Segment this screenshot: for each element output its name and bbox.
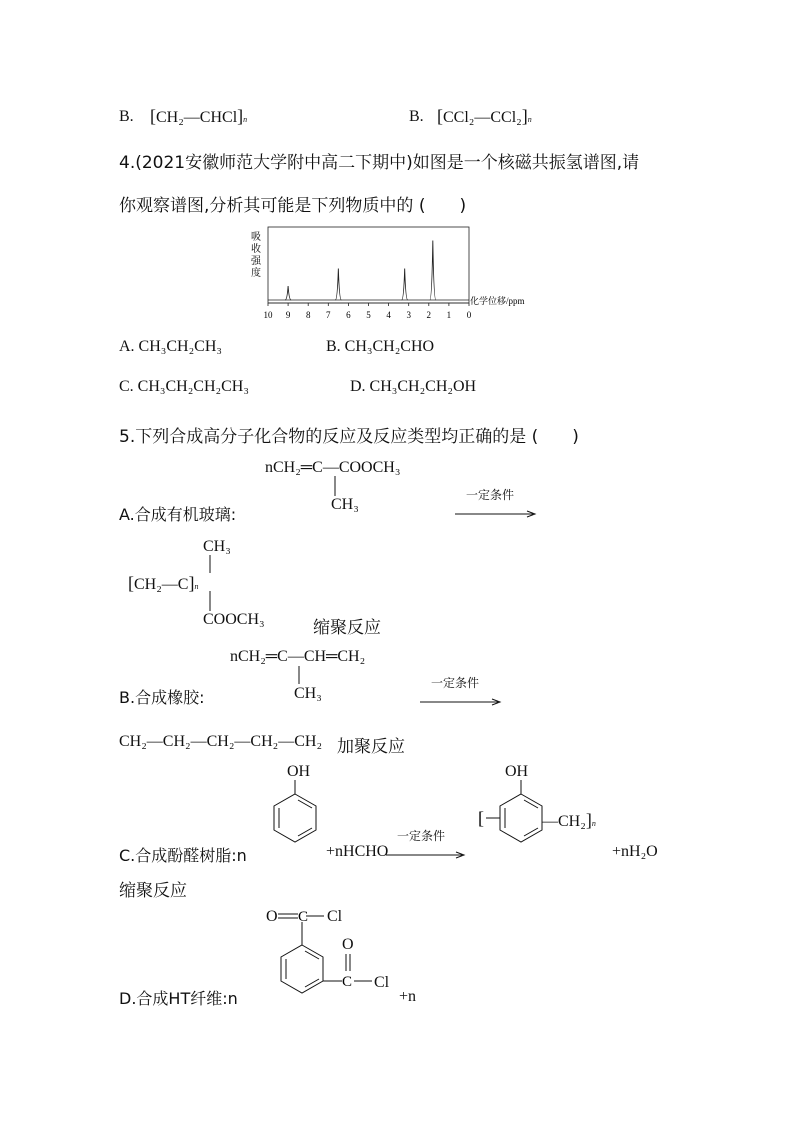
q5a-monomer-bond [330,476,340,496]
q5a-label: A.合成有机玻璃: [119,505,237,524]
q5c-phenol-ring [270,780,320,860]
q5c-reagent: +nHCHO [326,843,389,860]
q5b-monomer-methyl: CH₃ [294,685,322,702]
q5c-label: C.合成酚醛树脂:n [119,846,247,865]
q5a-monomer-main: nCH₂═C—COOCH₃ [265,459,401,476]
q4-option-d: D. CH₃CH₂CH₂OH [350,378,477,395]
nmr-tick-label: 1 [446,310,452,320]
q5a-arrow [455,510,537,518]
q5d-label: D.合成HT纤维:n [119,989,238,1008]
q5c-reaction-type: 缩聚反应 [119,881,187,901]
q5d-plus-n: +n [399,988,417,1005]
q5b-reaction-type: 加聚反应 [337,737,405,757]
q3-option-b2-label: B. [409,108,424,125]
q4-answer-paren: ( ) [418,196,467,216]
q4-option-b: B. CH₃CH₂CHO [326,338,435,355]
nmr-y-axis-label-char: 收 [251,244,261,255]
q5c-phenol-oh: OH [287,763,311,780]
q5d-top-cl: Cl [327,908,343,925]
q5c-water: +nH₂O [612,843,658,860]
q4-stem-line2: 你观察谱图,分析其可能是下列物质中的 ( ) [119,196,467,216]
q5d-top-o: O [266,908,278,925]
q4-stem-line1: 4.(2021安徽师范大学附中高二下期中)如图是一个核磁共振氢谱图,请 [119,153,640,173]
nmr-tick-label: 2 [426,310,432,320]
q5a-polymer-main: [CH₂—C]n [128,573,199,593]
q5c-bracket-left: [ [478,808,484,828]
q5d-right-cl: Cl [374,974,390,991]
nmr-tick-label: 7 [326,310,331,320]
q5a-polymer-top: CH₃ [203,538,231,555]
q3-option-b-label: B. [119,108,134,125]
q5d-right-carbon: C [342,974,353,990]
q4-option-a: A. CH₃CH₂CH₃ [119,338,222,355]
q5-answer-paren: ( ) [531,427,579,447]
q4-option-c: C. CH₃CH₂CH₂CH₃ [119,378,249,395]
q5b-product: CH₂—CH₂—CH₂—CH₂—CH₂ [119,733,323,750]
nmr-tick-label: 6 [346,310,351,320]
q5b-arrow [420,698,502,706]
q5d-right-o: O [342,936,354,953]
q5c-product-ring [478,780,548,860]
q5a-monomer-methyl: CH₃ [331,496,359,513]
nmr-y-axis-label-char: 吸 [251,232,261,243]
q5c-condition: 一定条件 [386,827,466,863]
q5b-condition: 一定条件 [420,674,502,710]
nmr-peak-3 [402,269,408,301]
nmr-tick-label: 4 [386,310,391,320]
nmr-tick-label: 3 [406,310,411,320]
q5c-product-ch2: —CH₂]n [542,810,596,830]
q5d-top-carbon: C [298,909,309,925]
q5b-monomer-bond [294,666,304,684]
q5a-polymer-bottom: COOCH₃ [203,611,265,628]
q5c-arrow [386,851,466,859]
nmr-y-axis-label-char: 度 [251,268,261,279]
nmr-peak-1 [285,286,291,300]
q5b-monomer-main: nCH₂═C—CH═CH₂ [230,648,366,665]
nmr-peak-2 [335,269,341,301]
nmr-tick-label: 9 [285,310,291,320]
nmr-tick-label: 0 [466,310,472,320]
nmr-y-axis-label-char: 强 [251,256,261,267]
q5-stem: 5.下列合成高分子化合物的反应及反应类型均正确的是 ( ) [119,427,579,447]
nmr-tick-label: 8 [305,310,311,320]
nmr-tick-label: 5 [366,310,371,320]
q5a-polymer-bonds [205,555,215,611]
nmr-spectrum-chart [250,222,550,324]
q3-option-b2-formula: [CCl₂—CCl₂]n [437,106,532,126]
nmr-peak-4 [430,241,436,301]
q5c-product-oh: OH [505,763,529,780]
q5b-label: B.合成橡胶: [119,688,205,707]
q5a-reaction-type: 缩聚反应 [313,618,381,638]
nmr-plot-frame [268,227,469,303]
nmr-tick-label: 10 [263,310,273,320]
q5a-condition: 一定条件 [455,486,537,522]
nmr-x-axis-label: 化学位移/ppm [470,296,525,306]
q3-option-b-formula: [CH₂—CHCl]n [150,106,248,126]
q5d-isophthaloyl-structure [262,905,382,1005]
